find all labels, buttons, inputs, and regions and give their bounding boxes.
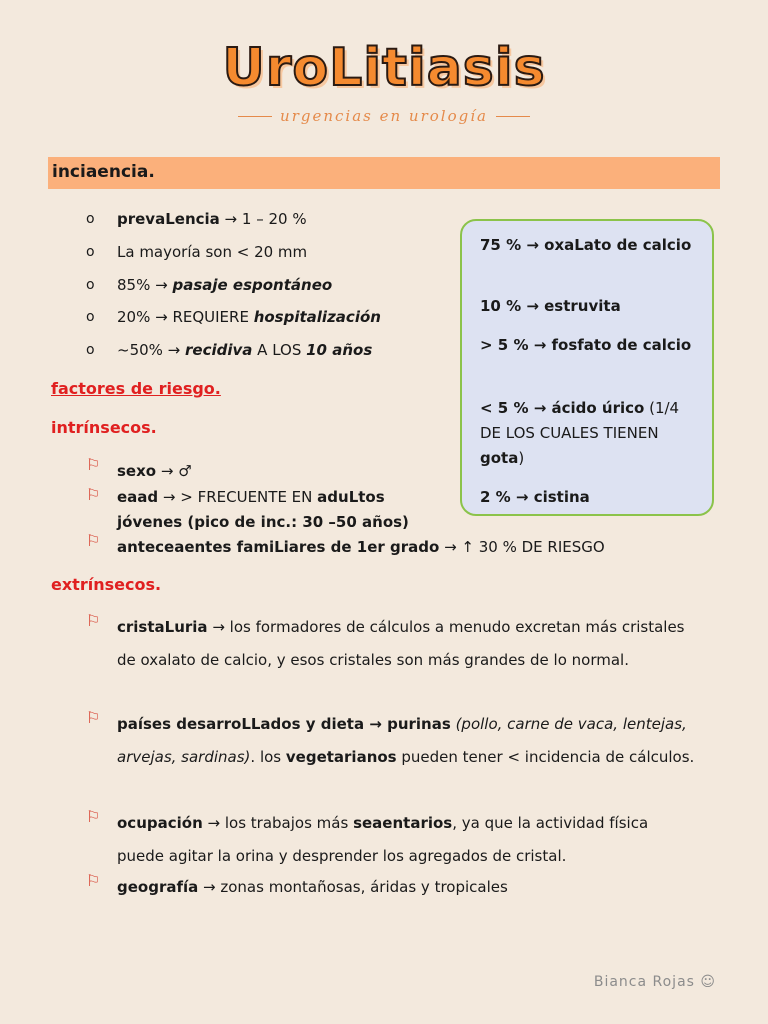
item-text: → 1 – 20 % (219, 210, 307, 229)
bullet-marker: o (86, 309, 95, 326)
item-bold: anteceaentes famiLiares de 1er grado (117, 538, 440, 556)
item-text: A LOS (252, 341, 307, 360)
item-bold: aduLtos (317, 488, 385, 506)
flag-icon: ⚐ (86, 485, 101, 504)
item-italic: (pollo, carne de vaca, lentejas, arvejas, sardinas) (117, 715, 687, 766)
item-emphasis: 10 años (306, 341, 373, 360)
bullet-marker: o (86, 211, 95, 228)
item-text: . los (250, 747, 286, 766)
item-bold: geografía (117, 878, 199, 896)
list-item (86, 334, 446, 367)
item-bold: seaentarios (353, 814, 453, 832)
composition-item: > 5 % → fosfato de calcio (480, 336, 692, 354)
item-text: 20% → REQUIERE (117, 308, 254, 327)
composition-item: 75 % → oxaLato de calcio (480, 236, 692, 254)
item-bold: vegetarianos (285, 747, 397, 766)
item-emphasis: hospitalización (253, 308, 381, 327)
item-text: 85% → (117, 275, 173, 294)
author-signature: Bianca Rojas ☺ (593, 974, 716, 990)
flag-icon: ⚐ (86, 708, 101, 727)
item-bold: eaad (117, 488, 159, 506)
item-bold: países desarroLLados y dieta → purinas (117, 715, 451, 733)
subtitle-divider-right (496, 116, 530, 117)
subtitle: urgencias en urología (280, 107, 488, 125)
item-text: → ♂ (156, 462, 192, 480)
item-text: → > FRECUENTE EN (158, 488, 318, 506)
item-bold: jóvenes (pico de inc. (117, 513, 292, 531)
item-bold: sexo (117, 462, 157, 480)
list-item (86, 807, 706, 872)
section-banner-incidencia (48, 157, 720, 189)
item-text: , ya que la actividad física puede agitar la orina y desprender los agregados de cristal. (117, 814, 649, 865)
list-item (86, 268, 446, 301)
incidencia-list (86, 203, 446, 366)
item-bold: ocupación (117, 814, 203, 832)
item-bold: prevaLencia (117, 210, 220, 229)
flag-icon: ⚐ (86, 531, 101, 550)
list-item (86, 871, 706, 904)
composition-item: 2 % → cistina (480, 488, 590, 506)
composition-bold: < 5 % → ácido úrico (480, 399, 645, 417)
list-item (86, 236, 446, 269)
page-title: UroLitiasis (222, 38, 546, 98)
item-bold: cristaLuria (117, 618, 208, 636)
list-item (86, 708, 706, 773)
bullet-marker: o (86, 276, 95, 293)
item-text: pueden tener < incidencia de cálculos. (396, 747, 695, 766)
list-item (86, 301, 446, 334)
item-emphasis: recidiva (185, 341, 253, 360)
list-item (86, 485, 706, 535)
bullet-marker: o (86, 244, 95, 261)
flag-icon: ⚐ (86, 807, 101, 826)
item-text: → los trabajos más (202, 814, 354, 832)
subheading-intrinsecos: intrínsecos. (51, 418, 157, 437)
bullet-marker: o (86, 342, 95, 359)
list-item (86, 203, 446, 236)
list-item (86, 531, 706, 564)
item-text: → ↑ 30 % DE RIESGO (439, 538, 605, 556)
item-text: : 30 –50 años) (291, 513, 409, 531)
subtitle-row (0, 107, 768, 125)
composition-item: 10 % → estruvita (480, 297, 621, 315)
subheading-extrinsecos: extrínsecos. (51, 575, 162, 594)
flag-icon: ⚐ (86, 611, 101, 630)
section-heading-factores: factores de riesgo. (51, 379, 221, 398)
item-text: La mayoría son < 20 mm (117, 243, 308, 262)
flag-icon: ⚐ (86, 455, 101, 474)
list-item (86, 455, 706, 488)
item-text: → zonas montañosas, áridas y tropicales (198, 878, 508, 896)
item-text: → los formadores de cálculos a menudo excretan más cristales de oxalato de calcio, y esos cristales son más grandes de lo normal. (117, 618, 685, 669)
item-text: ~50% → (117, 341, 186, 360)
composition-text: (1/4 DE LOS CUALES TIENEN (480, 399, 680, 442)
subtitle-divider-left (238, 116, 272, 117)
item-emphasis: pasaje espontáneo (172, 275, 333, 294)
composition-bold: gota (480, 449, 519, 467)
section-heading-incidencia: inciaencia. (52, 162, 155, 182)
list-item (86, 611, 706, 676)
flag-icon: ⚐ (86, 871, 101, 890)
composition-text: ) (518, 449, 525, 467)
